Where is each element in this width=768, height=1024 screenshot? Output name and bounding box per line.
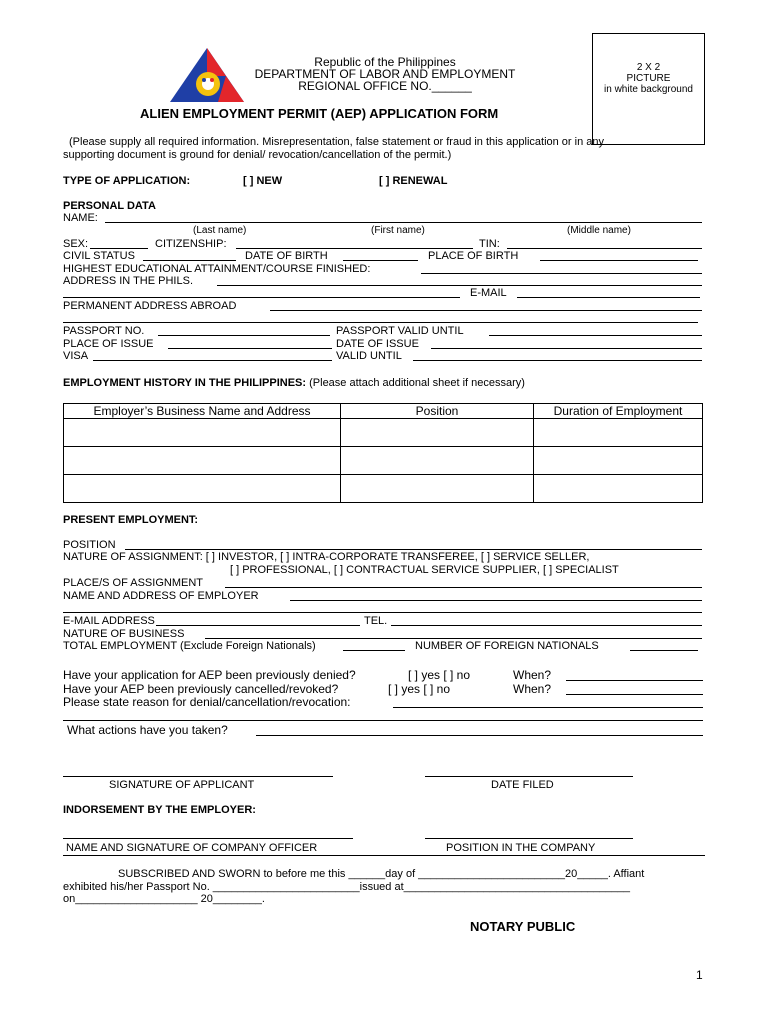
address-phils-label: ADDRESS IN THE PHILS. — [63, 275, 193, 287]
place-of-assignment-label: PLACE/S OF ASSIGNMENT — [63, 577, 203, 589]
place-of-birth-label: PLACE OF BIRTH — [428, 250, 519, 262]
date-filed-line[interactable] — [425, 776, 633, 777]
total-employment-label: TOTAL EMPLOYMENT (Exclude Foreign Nationals) — [63, 640, 316, 652]
place-of-issue-label: PLACE OF ISSUE — [63, 338, 154, 350]
form-title: ALIEN EMPLOYMENT PERMIT (AEP) APPLICATION FORM — [140, 106, 499, 121]
employer-address-field[interactable] — [290, 600, 702, 601]
date-of-birth-label: DATE OF BIRTH — [245, 250, 328, 262]
page-number: 1 — [696, 968, 703, 982]
present-employment-heading: PRESENT EMPLOYMENT: — [63, 514, 199, 526]
foreign-nationals-label: NUMBER OF FOREIGN NATIONALS — [415, 640, 599, 652]
table-row — [64, 447, 703, 475]
department-text: DEPARTMENT OF LABOR AND EMPLOYMENT — [254, 67, 516, 81]
date-filed-label: DATE FILED — [491, 779, 554, 791]
table-cell[interactable] — [64, 475, 341, 503]
place-of-assignment-field[interactable] — [225, 587, 702, 588]
position-field[interactable] — [125, 549, 702, 550]
permanent-address-field[interactable] — [270, 310, 702, 311]
photo-label: PICTURE — [626, 73, 671, 84]
address-phils-field-2[interactable] — [63, 297, 460, 298]
valid-until-field[interactable] — [413, 360, 702, 361]
column-duration: Duration of Employment — [534, 404, 703, 419]
employment-history-table — [63, 403, 703, 503]
table-cell[interactable] — [64, 419, 341, 447]
nature-of-assignment-line2[interactable]: [ ] PROFESSIONAL, [ ] CONTRACTUAL SERVICE SUPPLIER, [ ] SPECIALIST — [230, 564, 619, 576]
personal-data-heading: PERSONAL DATA — [63, 200, 156, 212]
employment-history-title: EMPLOYMENT HISTORY IN THE PHILIPPINES: — [63, 377, 307, 389]
table-row — [64, 475, 703, 503]
reason-label: Please state reason for denial/cancellation/revocation: — [63, 695, 351, 709]
instructions-line2: supporting document is ground for denial/ revocation/cancellation of the permit.) — [63, 149, 452, 161]
oath-line3: on____________________ 20________. — [63, 893, 265, 905]
email-label: E-MAIL — [470, 287, 507, 299]
education-field[interactable] — [421, 273, 702, 274]
indorsement-heading: INDORSEMENT BY THE EMPLOYER: — [63, 804, 256, 816]
type-of-application-label: TYPE OF APPLICATION: — [63, 175, 191, 187]
column-employer: Employer’s Business Name and Address — [64, 404, 341, 419]
photo-background: in white background — [604, 84, 693, 95]
date-of-birth-field[interactable] — [343, 260, 418, 261]
nature-of-business-field[interactable] — [205, 638, 702, 639]
oath-line2: exhibited his/her Passport No. ________________________issued at_____________________________________ — [63, 881, 631, 893]
table-cell[interactable] — [341, 475, 534, 503]
date-of-issue-field[interactable] — [431, 348, 702, 349]
permanent-address-label: PERMANENT ADDRESS ABROAD — [63, 300, 237, 312]
cancelled-options[interactable]: [ ] yes [ ] no — [388, 682, 451, 696]
first-name-caption: (First name) — [371, 225, 425, 236]
email-field[interactable] — [517, 297, 700, 298]
position-company-label: POSITION IN THE COMPANY — [446, 842, 596, 854]
section-divider — [63, 855, 705, 856]
visa-label: VISA — [63, 350, 89, 362]
name-field[interactable] — [105, 222, 702, 223]
address-phils-field[interactable] — [217, 285, 702, 286]
total-employment-field[interactable] — [343, 650, 405, 651]
nature-of-business-label: NATURE OF BUSINESS — [63, 628, 185, 640]
sex-label: SEX: — [63, 238, 89, 250]
employer-address-label: NAME AND ADDRESS OF EMPLOYER — [63, 590, 259, 602]
reason-field-2[interactable] — [63, 720, 703, 721]
date-of-issue-label: DATE OF ISSUE — [336, 338, 419, 350]
position-label: POSITION — [63, 539, 116, 551]
applicant-signature-label: SIGNATURE OF APPLICANT — [109, 779, 255, 791]
passport-valid-label: PASSPORT VALID UNTIL — [336, 325, 464, 337]
applicant-signature-line[interactable] — [63, 776, 333, 777]
actions-label: What actions have you taken? — [67, 723, 228, 737]
visa-field[interactable] — [93, 360, 332, 361]
instructions-line1: (Please supply all required information. Misrepresentation, false statement or fraud in this application or in any — [69, 136, 604, 148]
reason-field[interactable] — [393, 707, 703, 708]
dole-logo — [168, 46, 246, 104]
column-position: Position — [341, 404, 534, 419]
notary-public-label: NOTARY PUBLIC — [470, 919, 576, 934]
table-cell[interactable] — [534, 475, 703, 503]
table-cell[interactable] — [341, 419, 534, 447]
tin-field[interactable] — [507, 248, 702, 249]
place-of-issue-field[interactable] — [168, 348, 332, 349]
passport-valid-field[interactable] — [489, 335, 702, 336]
republic-text: Republic of the Philippines — [314, 55, 456, 69]
place-of-birth-field[interactable] — [540, 260, 698, 261]
foreign-nationals-field[interactable] — [630, 650, 698, 651]
denied-options[interactable]: [ ] yes [ ] no — [408, 668, 471, 682]
renewal-checkbox[interactable]: [ ] RENEWAL — [379, 175, 448, 187]
regional-office-text: REGIONAL OFFICE NO.______ — [298, 79, 472, 93]
cancelled-question: Have your AEP been previously cancelled/revoked? — [63, 682, 339, 696]
name-label: NAME: — [63, 212, 98, 224]
cancelled-when-label: When? — [513, 682, 552, 696]
civil-status-field[interactable] — [143, 260, 236, 261]
table-cell[interactable] — [534, 447, 703, 475]
oath-line1: SUBSCRIBED AND SWORN to before me this ______day of ________________________20_____. Affiant — [118, 868, 645, 880]
table-cell[interactable] — [341, 447, 534, 475]
citizenship-field[interactable] — [236, 248, 473, 249]
position-company-line[interactable] — [425, 838, 633, 839]
employer-address-field-2[interactable] — [63, 612, 702, 613]
cancelled-when-field[interactable] — [566, 694, 703, 695]
table-row — [64, 419, 703, 447]
citizenship-label: CITIZENSHIP: — [155, 238, 227, 250]
denied-when-label: When? — [513, 668, 552, 682]
education-label: HIGHEST EDUCATIONAL ATTAINMENT/COURSE FINISHED: — [63, 263, 371, 275]
middle-name-caption: (Middle name) — [567, 225, 631, 236]
valid-until-label: VALID UNTIL — [336, 350, 402, 362]
last-name-caption: (Last name) — [193, 225, 247, 236]
table-cell[interactable] — [64, 447, 341, 475]
sex-field[interactable] — [90, 248, 148, 249]
employment-history-note: (Please attach additional sheet if necessary) — [309, 377, 525, 389]
tel-field[interactable] — [391, 625, 702, 626]
email-address-field[interactable] — [156, 625, 360, 626]
company-officer-label: NAME AND SIGNATURE OF COMPANY OFFICER — [66, 842, 318, 854]
passport-no-field[interactable] — [158, 335, 330, 336]
photo-size: 2 X 2 — [636, 62, 661, 73]
nature-of-assignment-line1[interactable]: NATURE OF ASSIGNMENT: [ ] INVESTOR, [ ] INTRA-CORPORATE TRANSFEREE, [ ] SERVICE SELLER, — [63, 551, 590, 563]
table-cell[interactable] — [534, 419, 703, 447]
email-address-label: E-MAIL ADDRESS — [63, 615, 155, 627]
denied-question: Have your application for AEP been previously denied? — [63, 668, 356, 682]
permanent-address-field-2[interactable] — [63, 322, 698, 323]
tin-label: TIN: — [479, 238, 500, 250]
civil-status-label: CIVIL STATUS — [63, 250, 135, 262]
denied-when-field[interactable] — [566, 680, 703, 681]
actions-field[interactable] — [256, 735, 703, 736]
employment-history-heading — [63, 377, 525, 389]
tel-label: TEL. — [364, 615, 388, 627]
company-officer-line[interactable] — [63, 838, 353, 839]
photo-box[interactable] — [592, 33, 705, 145]
passport-no-label: PASSPORT NO. — [63, 325, 145, 337]
new-checkbox[interactable]: [ ] NEW — [243, 175, 283, 187]
